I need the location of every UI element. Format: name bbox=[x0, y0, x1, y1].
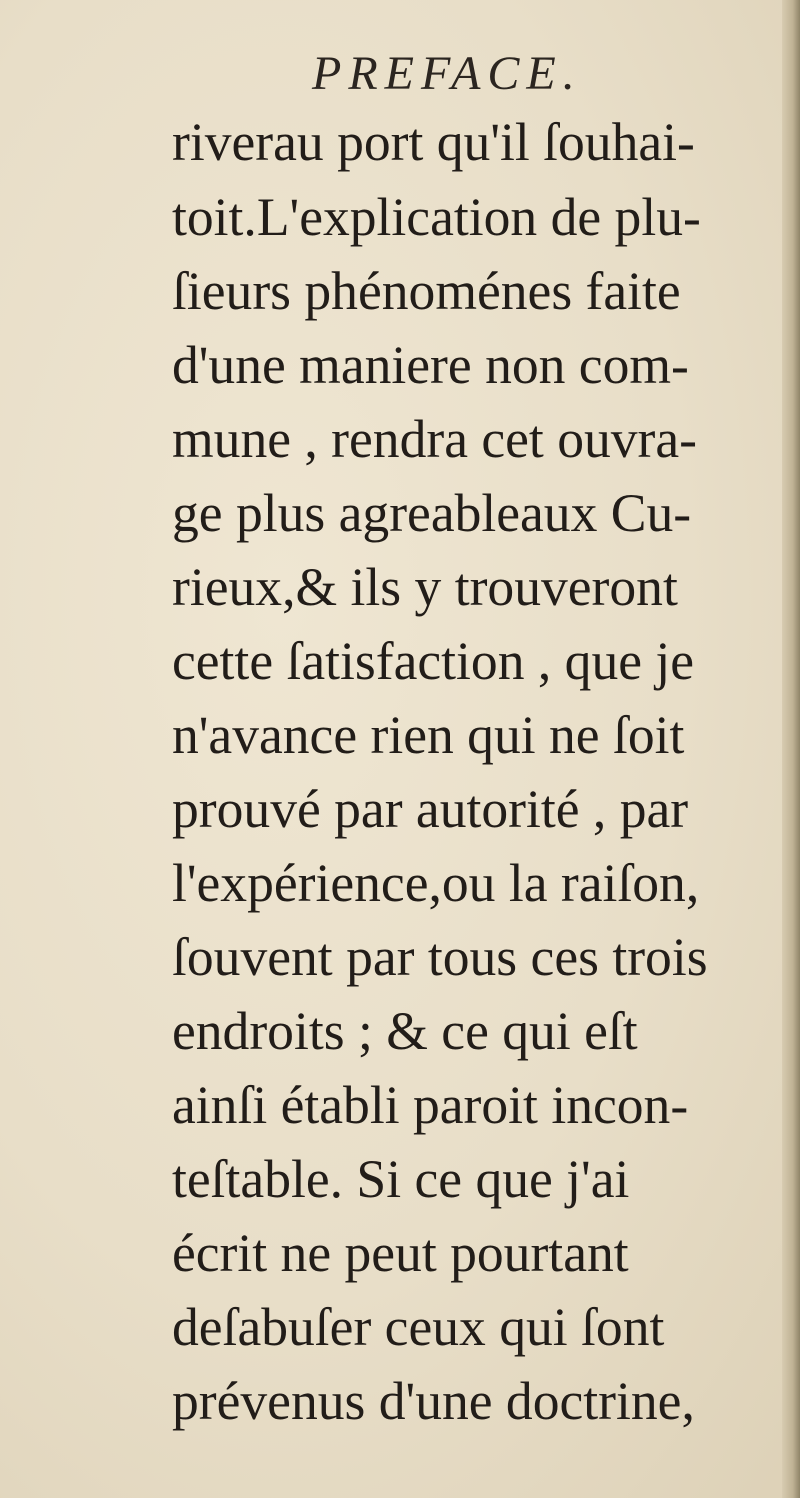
text-line: n'avance rien qui ne ſoit bbox=[172, 705, 685, 765]
text-line: toit.L'explication de plu- bbox=[172, 187, 701, 247]
text-line: l'expérience,ou la raiſon, bbox=[172, 853, 700, 913]
text-line: cette ſatisfaction , que je bbox=[172, 631, 695, 691]
text-line: ge plus agreableaux Cu- bbox=[172, 483, 692, 543]
text-line: ſouvent par tous ces trois bbox=[172, 927, 708, 987]
text-line: deſabuſer ceux qui ſont bbox=[172, 1297, 665, 1357]
book-spine-shadow bbox=[782, 0, 800, 1498]
text-line: prévenus d'une doctrine, bbox=[172, 1371, 695, 1431]
text-line: rieux,& ils y trouveront bbox=[172, 557, 678, 617]
text-line: endroits ; & ce qui eſt bbox=[172, 1001, 638, 1061]
text-line: teſtable. Si ce que j'ai bbox=[172, 1149, 630, 1209]
text-line: ſieurs phénoménes faite bbox=[172, 261, 681, 321]
text-line: mune , rendra cet ouvra- bbox=[172, 409, 698, 469]
text-line: riverau port qu'il ſouhai- bbox=[172, 112, 695, 172]
text-line: écrit ne peut pourtant bbox=[172, 1223, 629, 1283]
page-heading: PREFACE. bbox=[312, 47, 582, 100]
text-line: ainſi établi paroit incon- bbox=[172, 1075, 689, 1135]
text-line: prouvé par autorité , par bbox=[172, 779, 689, 839]
text-line: d'une maniere non com- bbox=[172, 335, 689, 395]
